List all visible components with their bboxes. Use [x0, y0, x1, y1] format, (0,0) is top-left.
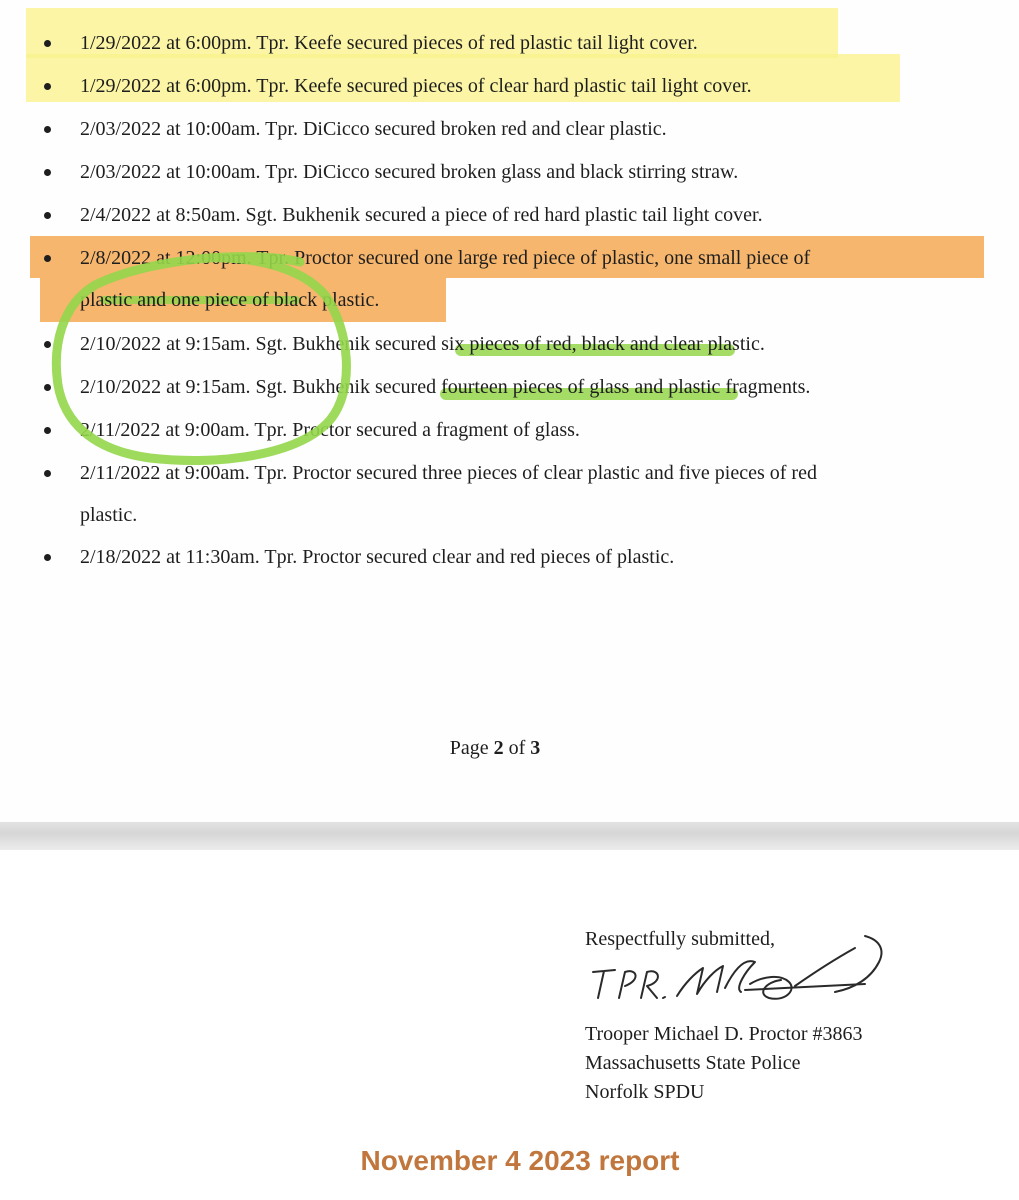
- list-item-text: 1/29/2022 at 6:00pm. Tpr. Keefe secured pieces of red plastic tail light cover.: [80, 32, 698, 54]
- list-item-text: 2/11/2022 at 9:00am. Tpr. Proctor secured a fragment of glass.: [80, 419, 580, 441]
- page-separator: [0, 822, 1019, 850]
- list-item-text-continued: plastic.: [80, 504, 138, 526]
- list-item-text: 2/10/2022 at 9:15am. Sgt. Bukhenik secured fourteen pieces of glass and plastic fragments.: [80, 376, 811, 398]
- list-item-text: 2/18/2022 at 11:30am. Tpr. Proctor secured clear and red pieces of plastic.: [80, 546, 675, 568]
- page-number: Page 2 of 3: [449, 737, 541, 759]
- list-item-text: 2/03/2022 at 10:00am. Tpr. DiCicco secured broken glass and black stirring straw.: [80, 161, 739, 183]
- list-item-text: 2/10/2022 at 9:15am. Sgt. Bukhenik secured six pieces of red, black and clear plastic.: [80, 333, 765, 355]
- list-item-text: 2/4/2022 at 8:50am. Sgt. Bukhenik secured a piece of red hard plastic tail light cover.: [80, 204, 763, 226]
- handwritten-signature: [585, 928, 895, 1018]
- list-item-text: 2/8/2022 at 12:00pm. Tpr. Proctor secured one large red piece of plastic, one small piece of: [80, 247, 811, 269]
- list-item-text: 1/29/2022 at 6:00pm. Tpr. Keefe secured pieces of clear hard plastic tail light cover.: [80, 75, 752, 97]
- list-item-text: 2/11/2022 at 9:00am. Tpr. Proctor secured three pieces of clear plastic and five pieces of red: [80, 462, 817, 484]
- agency-name: Massachusetts State Police: [585, 1052, 801, 1074]
- list-item-text-continued: plastic and one piece of black plastic.: [80, 289, 380, 311]
- report-caption: November 4 2023 report: [360, 1145, 680, 1176]
- unit-name: Norfolk SPDU: [585, 1081, 705, 1103]
- officer-name: Trooper Michael D. Proctor #3863: [585, 1023, 863, 1045]
- list-item-text: 2/03/2022 at 10:00am. Tpr. DiCicco secured broken red and clear plastic.: [80, 118, 667, 140]
- closing-text: Respectfully submitted,: [585, 928, 775, 950]
